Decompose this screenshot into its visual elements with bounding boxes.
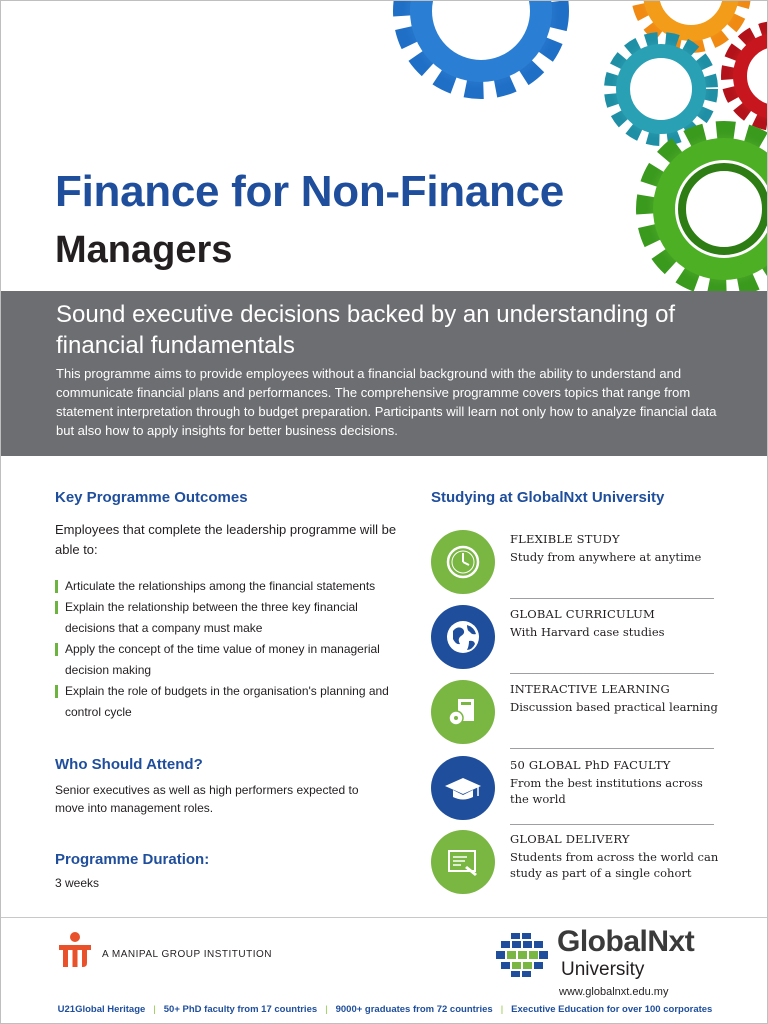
list-item-text: Explain the role of budgets in the organisation's planning and control cycle (65, 684, 389, 719)
globe-icon (431, 605, 495, 669)
feature-title: GLOBAL DELIVERY (510, 832, 630, 846)
outcomes-list (55, 576, 400, 723)
divider (510, 748, 714, 749)
list-item-text: Explain the relationship between the three key financial decisions that a company must make (65, 600, 358, 635)
page-subtitle: Managers (55, 229, 233, 271)
stat-separator: | (325, 1004, 328, 1015)
stat-faculty: 50+ PhD faculty from 17 countries (163, 1004, 318, 1015)
feature-phd-faculty (431, 756, 721, 826)
red-gear (728, 28, 768, 124)
stat-graduates: 9000+ graduates from 72 countries (335, 1004, 493, 1015)
duration-value: 3 weeks (55, 876, 100, 890)
duration-heading: Programme Duration: (55, 851, 210, 868)
globalnxt-brand: GlobalNxt (557, 925, 695, 958)
list-item-text: Articulate the relationships among the financial statements (65, 579, 376, 593)
list-item (55, 576, 400, 597)
list-item (55, 639, 400, 681)
feature-subtitle: With Harvard case studies (510, 625, 665, 639)
divider (510, 598, 714, 599)
feature-subtitle: Discussion based practical learning (510, 700, 718, 714)
feature-subtitle: Study from anywhere at anytime (510, 550, 702, 564)
feature-subtitle: Students from across the world can study as part of a single cohort (510, 850, 719, 880)
feature-title: 50 GLOBAL PhD FACULTY (510, 758, 671, 772)
banner-description: This programme aims to provide employees without a financial background with the ability to understand and communicate financial plans and performances. The comprehensive programme covers topics that range from statement interpretation through to budget preparation. Participants will learn not only how to analyze financial data but also how to apply insights for better business decisions. (56, 366, 717, 438)
feature-flexible-study (431, 530, 721, 600)
attend-text: Senior executives as well as high performers expected to move into management roles. (55, 783, 359, 815)
bullet-bar (55, 580, 58, 593)
bullet-bar (55, 601, 58, 614)
page-title: Finance for Non-Finance (55, 167, 564, 216)
green-gear (646, 131, 768, 287)
feature-title: GLOBAL CURRICULUM (510, 607, 656, 621)
graduation-cap-icon (431, 756, 495, 820)
gears-illustration (381, 1, 768, 291)
teal-gear (611, 39, 711, 139)
stat-corporates: Executive Education for over 100 corporates (511, 1004, 713, 1015)
list-item (55, 597, 400, 639)
feature-title: FLEXIBLE STUDY (510, 532, 620, 546)
stat-heritage: U21Global Heritage (57, 1004, 146, 1015)
list-item-text: Apply the concept of the time value of money in managerial decision making (65, 642, 380, 677)
globalnxt-university: University (561, 959, 645, 980)
stats-strip (1, 1004, 768, 1015)
bullet-bar (55, 685, 58, 698)
globalnxt-globe-icon (493, 931, 551, 981)
manipal-label: A MANIPAL GROUP INSTITUTION (102, 949, 273, 960)
bullet-bar (55, 643, 58, 656)
divider (510, 673, 714, 674)
outcomes-section (55, 489, 400, 723)
footer-divider (1, 917, 768, 918)
attend-heading: Who Should Attend? (55, 756, 203, 773)
clock-icon (431, 530, 495, 594)
divider (510, 824, 714, 825)
feature-global-curriculum (431, 605, 721, 675)
certificate-icon (431, 830, 495, 894)
stat-separator: | (153, 1004, 156, 1015)
feature-subtitle: From the best institutions across the world (510, 776, 703, 806)
banner-headline: Sound executive decisions backed by an understanding of financial fundamentals (56, 301, 676, 359)
stat-separator: | (500, 1004, 504, 1015)
intro-banner (1, 291, 768, 456)
feature-global-delivery (431, 830, 721, 900)
book-disc-icon (431, 680, 495, 744)
outcomes-heading: Key Programme Outcomes (55, 489, 248, 506)
list-item (55, 681, 400, 723)
outcomes-intro: Employees that complete the leadership programme will be able to: (55, 522, 397, 557)
blue-gear (403, 1, 559, 89)
studying-heading: Studying at GlobalNxt University (431, 489, 665, 506)
manipal-logo-icon (55, 931, 95, 971)
feature-title: INTERACTIVE LEARNING (510, 682, 670, 696)
website-url: www.globalnxt.edu.my (559, 986, 669, 998)
feature-interactive-learning (431, 680, 721, 750)
